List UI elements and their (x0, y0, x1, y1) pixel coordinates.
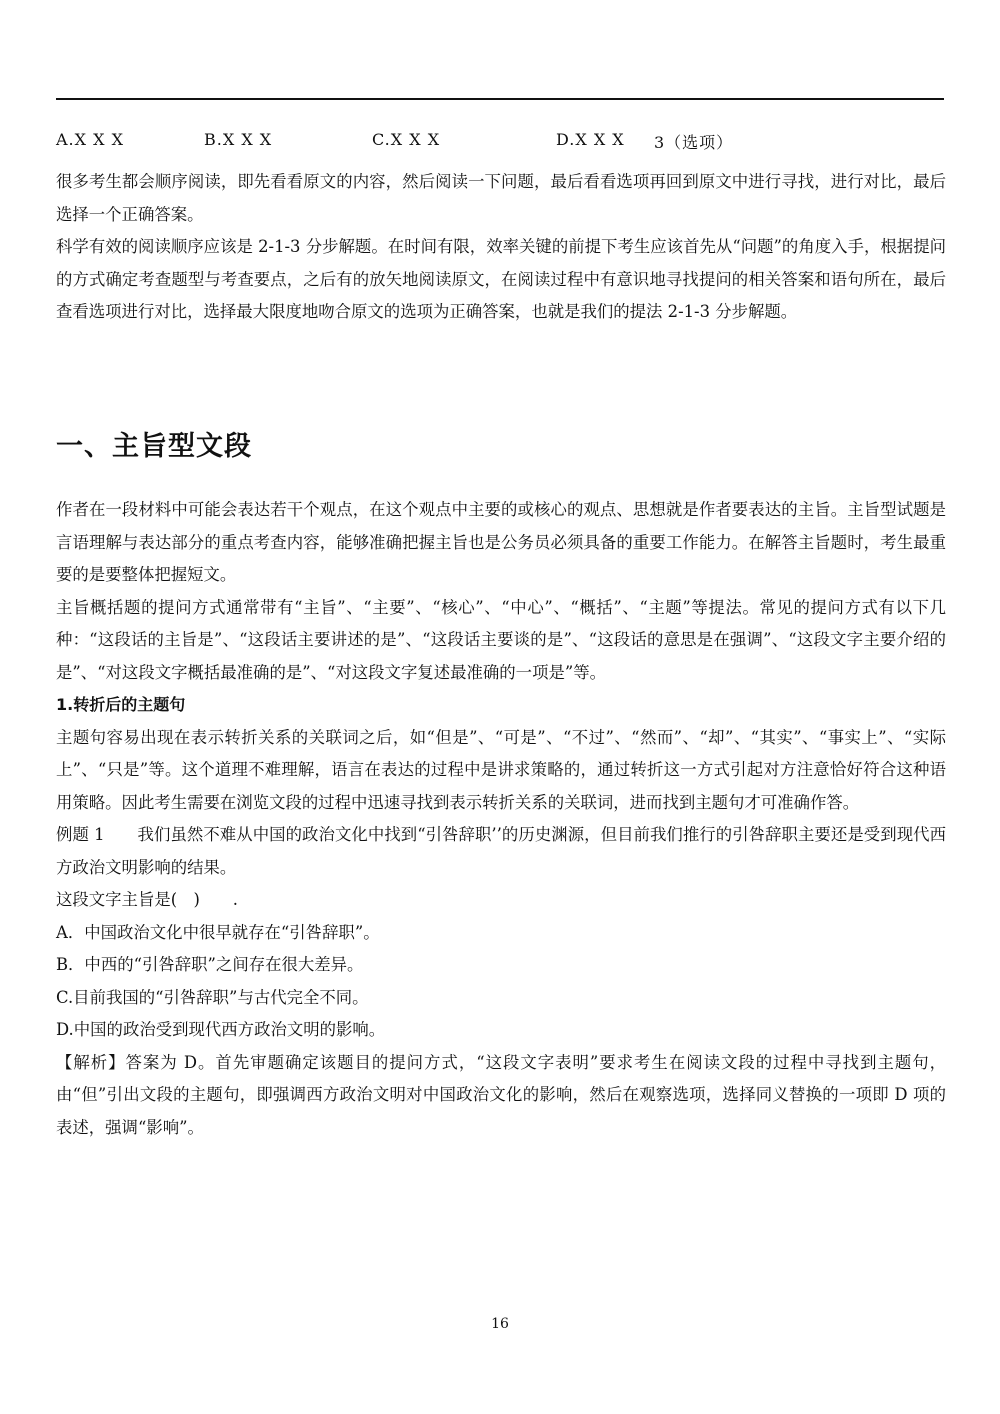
options-tag: 3（选项） (654, 133, 734, 152)
section-paragraph-2: 主旨概括题的提问方式通常带有“主旨”、“主要”、“核心”、“中心”、“概括”、“主题”等提法。常见的提问方式有以下几种：“这段话的主旨是”、“这段话主要讲述的是”、“这段话主要谈的是”、“这段话的意思是在强调”、“这段文字主要介绍的是”、“对这段文字概括最准确的是”、“对这段文字复述最准确的一项是”等。 (56, 597, 946, 682)
option-a-label: A.X X X (56, 130, 124, 149)
section-paragraph-3: 主题句容易出现在表示转折关系的关联词之后，如“但是”、“可是”、“不过”、“然而”、“却”、“其实”、“事实上”、“实际上”、“只是”等。这个道理不难理解，语言在表达的过程中是讲求策略的，通过转折这一方式引起对方注意恰好符合这种语用策略。因此考生需要在浏览文段的过程中迅速寻找到表示转折关系的关联词，进而找到主题句才可准确作答。 (56, 727, 946, 812)
subheading-1: 1.转折后的主题句 (56, 695, 186, 714)
page-number: 16 (491, 1316, 509, 1332)
choice-a: A．中国政治文化中很早就存在“引咎辞职”。 (56, 922, 380, 942)
header-rule (56, 98, 944, 100)
choice-b: B．中西的“引咎辞职”之间存在很大差异。 (56, 955, 364, 974)
option-d-label: D.X X X (556, 130, 625, 149)
question-line: 这段文字主旨是( ) . (56, 890, 238, 909)
intro-block (56, 166, 946, 329)
example-paragraph: 例题 1 我们虽然不难从中国的政治文化中找到“引咎辞职’’的历史渊源，但目前我们推行的引咎辞职主要还是受到现代西方政治文明影响的结果。 (56, 825, 946, 877)
option-b-label: B.X X X (204, 130, 273, 149)
intro-paragraph-2: 科学有效的阅读顺序应该是 2-1-3 分步解题。在时间有限，效率关键的前提下考生应该首先从“问题”的角度入手，根据提问的方式确定考查题型与考查要点，之后有的放矢地阅读原文，在阅读过程中有意识地寻找提问的相关答案和语句所在，最后查看选项进行对比，选择最大限度地吻合原文的选项为正确答案，也就是我们的提法 2-1-3 分步解题。 (56, 237, 946, 321)
section-paragraph-1: 作者在一段材料中可能会表达若干个观点，在这个观点中主要的或核心的观点、思想就是作者要表达的主旨。主旨型试题是言语理解与表达部分的重点考查内容，能够准确把握主旨也是公务员必须具备的重要工作能力。在解答主旨题时，考生最重要的是要整体把握短文。 (56, 500, 946, 584)
section-body (56, 494, 946, 1144)
choice-c: C.目前我国的“引咎辞职”与古代完全不同。 (56, 987, 369, 1007)
option-c-label: C.X X X (372, 130, 441, 149)
choice-d: D.中国的政治受到现代西方政治文明的影响。 (56, 1020, 386, 1039)
intro-paragraph-1: 很多考生都会顺序阅读，即先看看原文的内容，然后阅读一下问题，最后看看选项再回到原文中进行寻找，进行对比，最后选择一个正确答案。 (56, 172, 946, 224)
analysis-paragraph: 【解析】答案为 D。首先审题确定该题目的提问方式，“这段文字表明”要求考生在阅读文段的过程中寻找到主题句，由“但”引出文段的主题句，即强调西方政治文明对中国政治文化的影响，然后在观察选项，选择同义替换的一项即 D 项的表述，强调“影响”。 (56, 1052, 946, 1137)
section-title: 一、主旨型文段 (56, 431, 252, 462)
